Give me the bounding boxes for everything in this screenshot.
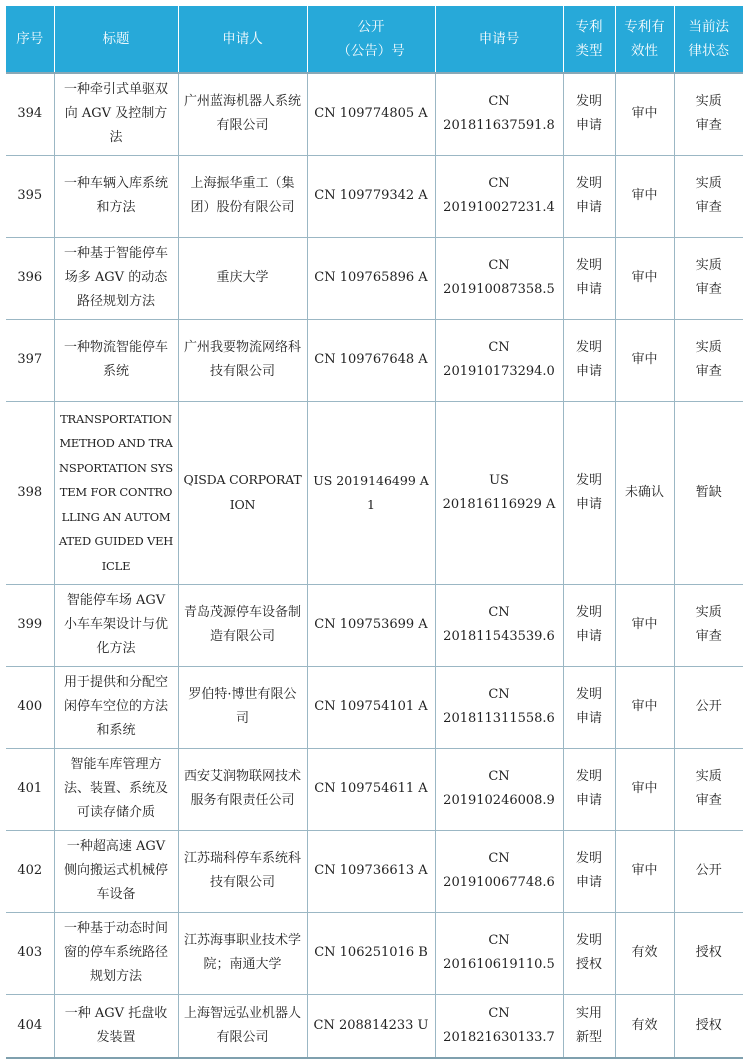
cell-app-no: [435, 319, 563, 401]
app-no-country: US: [489, 472, 509, 488]
header-type: [563, 6, 615, 73]
cell-app-no: [435, 748, 563, 830]
header-status-line2: 律状态: [688, 43, 729, 59]
status-line1: 实质: [695, 94, 722, 110]
cell-title: 一种基于智能停车场多 AGV 的动态路径规划方法: [54, 237, 178, 319]
cell-validity: 审中: [615, 237, 674, 319]
type-line2: 申请: [575, 875, 602, 890]
cell-validity: 审中: [615, 319, 674, 401]
status-line1: 实质: [695, 769, 722, 784]
header-pub-no-line1: 公开: [357, 19, 385, 35]
cell-applicant: 罗伯特·博世有限公司: [178, 666, 307, 748]
type-line1: 发明: [575, 687, 602, 702]
cell-no: 400: [6, 666, 54, 748]
cell-title: TRANSPORTATION METHOD AND TRANSPORTATION SYSTEM FOR CONTROLLING AN AUTOMATED GUIDED VEHICLE: [54, 401, 178, 584]
cell-app-no: [435, 912, 563, 994]
app-no-number: 201610619110.5: [443, 957, 555, 972]
cell-pub-no: CN 208814233 U: [307, 994, 435, 1058]
cell-applicant: 广州蓝海机器人系统有限公司: [178, 73, 307, 155]
status-line1: 公开: [695, 699, 722, 714]
header-type-line2: 类型: [575, 43, 603, 59]
table-row: [6, 830, 743, 912]
cell-pub-no: CN 109765896 A: [307, 237, 435, 319]
cell-no: 401: [6, 748, 54, 830]
type-line2: 授权: [575, 957, 602, 972]
cell-title: 智能车库管理方法、装置、系统及可读存储介质: [54, 748, 178, 830]
table-row: [6, 401, 743, 584]
cell-app-no: [435, 237, 563, 319]
header-no: 序号: [6, 6, 54, 73]
type-line1: 发明: [575, 94, 602, 110]
cell-applicant: 江苏海事职业技术学院；南通大学: [178, 912, 307, 994]
cell-applicant: 青岛茂源停车设备制造有限公司: [178, 584, 307, 666]
table-row: [6, 73, 743, 155]
status-line1: 实质: [695, 340, 722, 355]
type-line1: 发明: [575, 851, 602, 866]
table-row: [6, 912, 743, 994]
type-line1: 发明: [575, 769, 602, 784]
cell-validity: 审中: [615, 73, 674, 155]
cell-no: 404: [6, 994, 54, 1058]
cell-type: [563, 319, 615, 401]
cell-title: 一种物流智能停车系统: [54, 319, 178, 401]
type-line2: 申请: [575, 364, 602, 379]
cell-title: 用于提供和分配空闲停车空位的方法和系统: [54, 666, 178, 748]
header-pub-no: [307, 6, 435, 73]
app-no-number: 201816116929 A: [442, 496, 556, 512]
cell-type: [563, 73, 615, 155]
type-line2: 申请: [575, 629, 602, 644]
type-line1: 实用: [575, 1005, 602, 1021]
header-pub-no-line2: （公告）号: [337, 43, 405, 59]
type-line2: 申请: [575, 711, 602, 726]
app-no-number: 201821630133.7: [443, 1029, 555, 1045]
cell-type: [563, 237, 615, 319]
app-no-number: 201910173294.0: [443, 364, 555, 379]
cell-pub-no: CN 109753699 A: [307, 584, 435, 666]
status-line1: 授权: [695, 945, 722, 960]
cell-validity: 审中: [615, 584, 674, 666]
type-line1: 发明: [575, 258, 602, 273]
cell-status: [674, 584, 743, 666]
cell-status: [674, 666, 743, 748]
cell-type: [563, 748, 615, 830]
type-line2: 申请: [575, 496, 602, 512]
type-line2: 申请: [575, 200, 602, 215]
type-line2: 申请: [575, 282, 602, 297]
cell-app-no: [435, 73, 563, 155]
header-applicant: 申请人: [178, 6, 307, 73]
cell-validity: 有效: [615, 912, 674, 994]
cell-status: [674, 748, 743, 830]
cell-type: [563, 401, 615, 584]
table-body: [6, 73, 743, 1058]
app-no-country: CN: [488, 605, 510, 620]
cell-pub-no: CN 109754611 A: [307, 748, 435, 830]
cell-status: [674, 994, 743, 1058]
app-no-country: CN: [488, 687, 510, 702]
status-line2: 审查: [695, 629, 722, 644]
table-header-row: [6, 6, 743, 73]
cell-status: [674, 73, 743, 155]
table-row: [6, 155, 743, 237]
app-no-number: 201910246008.9: [443, 793, 555, 808]
cell-applicant: 西安艾润物联网技术服务有限责任公司: [178, 748, 307, 830]
patent-table: [6, 6, 743, 1059]
app-no-country: CN: [488, 851, 510, 866]
cell-applicant: 上海振华重工（集团）股份有限公司: [178, 155, 307, 237]
type-line1: 发明: [575, 176, 602, 191]
cell-applicant: 江苏瑞科停车系统科技有限公司: [178, 830, 307, 912]
table-row: [6, 666, 743, 748]
cell-title: 一种牵引式单驱双向 AGV 及控制方法: [54, 73, 178, 155]
header-type-line1: 专利: [575, 19, 603, 35]
app-no-country: CN: [488, 933, 510, 948]
status-line2: 审查: [695, 118, 722, 134]
table-row: [6, 584, 743, 666]
cell-type: [563, 584, 615, 666]
app-no-country: CN: [488, 1005, 510, 1021]
cell-title: 智能停车场 AGV 小车车架设计与优化方法: [54, 584, 178, 666]
cell-no: 403: [6, 912, 54, 994]
app-no-number: 201811311558.6: [443, 711, 555, 726]
cell-status: [674, 319, 743, 401]
cell-no: 399: [6, 584, 54, 666]
header-validity-line1: 专利有: [624, 19, 665, 35]
cell-applicant: 重庆大学: [178, 237, 307, 319]
type-line1: 发明: [575, 472, 602, 488]
app-no-country: CN: [488, 340, 510, 355]
header-title: 标题: [54, 6, 178, 73]
cell-pub-no: CN 109767648 A: [307, 319, 435, 401]
cell-no: 395: [6, 155, 54, 237]
cell-title: 一种超高速 AGV 侧向搬运式机械停车设备: [54, 830, 178, 912]
cell-type: [563, 994, 615, 1058]
app-no-number: 201811543539.6: [443, 629, 555, 644]
cell-app-no: [435, 584, 563, 666]
header-validity-line2: 效性: [631, 43, 658, 59]
cell-no: 402: [6, 830, 54, 912]
status-line1: 公开: [695, 863, 722, 878]
app-no-number: 201910027231.4: [443, 200, 555, 215]
type-line1: 发明: [575, 605, 602, 620]
table-row: [6, 319, 743, 401]
cell-status: [674, 912, 743, 994]
header-app-no: 申请号: [435, 6, 563, 73]
header-validity: [615, 6, 674, 73]
cell-status: [674, 155, 743, 237]
cell-applicant: 广州我要物流网络科技有限公司: [178, 319, 307, 401]
app-no-country: CN: [488, 176, 510, 191]
table-row: [6, 748, 743, 830]
status-line2: 审查: [695, 793, 722, 808]
table-row: [6, 237, 743, 319]
cell-validity: 审中: [615, 748, 674, 830]
app-no-country: CN: [488, 258, 510, 273]
table-row: [6, 994, 743, 1058]
status-line2: 审查: [695, 282, 722, 297]
cell-app-no: [435, 666, 563, 748]
cell-app-no: [435, 830, 563, 912]
app-no-number: 201910067748.6: [443, 875, 555, 890]
cell-status: [674, 237, 743, 319]
status-line1: 暂缺: [695, 484, 722, 500]
type-line1: 发明: [575, 340, 602, 355]
cell-type: [563, 912, 615, 994]
cell-validity: 审中: [615, 155, 674, 237]
cell-no: 398: [6, 401, 54, 584]
status-line1: 实质: [695, 176, 722, 191]
app-no-number: 201811637591.8: [443, 118, 555, 134]
cell-validity: 有效: [615, 994, 674, 1058]
app-no-number: 201910087358.5: [443, 282, 555, 297]
header-status-line1: 当前法: [688, 19, 729, 35]
cell-pub-no: CN 106251016 B: [307, 912, 435, 994]
cell-pub-no: CN 109736613 A: [307, 830, 435, 912]
header-status: [674, 6, 743, 73]
cell-app-no: [435, 401, 563, 584]
cell-app-no: [435, 155, 563, 237]
cell-type: [563, 666, 615, 748]
cell-pub-no: US 2019146499 A1: [307, 401, 435, 584]
cell-app-no: [435, 994, 563, 1058]
cell-title: 一种车辆入库系统和方法: [54, 155, 178, 237]
status-line1: 实质: [695, 258, 722, 273]
cell-no: 397: [6, 319, 54, 401]
type-line2: 申请: [575, 118, 602, 134]
cell-pub-no: CN 109779342 A: [307, 155, 435, 237]
cell-applicant: QISDA CORPORATION: [178, 401, 307, 584]
cell-title: 一种基于动态时间窗的停车系统路径规划方法: [54, 912, 178, 994]
cell-status: [674, 830, 743, 912]
status-line1: 授权: [695, 1017, 722, 1033]
app-no-country: CN: [488, 94, 510, 110]
cell-validity: 未确认: [615, 401, 674, 584]
cell-type: [563, 155, 615, 237]
cell-no: 396: [6, 237, 54, 319]
status-line2: 审查: [695, 200, 722, 215]
cell-validity: 审中: [615, 666, 674, 748]
cell-applicant: 上海智远弘业机器人有限公司: [178, 994, 307, 1058]
cell-type: [563, 830, 615, 912]
status-line2: 审查: [695, 364, 722, 379]
type-line2: 申请: [575, 793, 602, 808]
app-no-country: CN: [488, 769, 510, 784]
type-line1: 发明: [575, 933, 602, 948]
cell-pub-no: CN 109774805 A: [307, 73, 435, 155]
status-line1: 实质: [695, 605, 722, 620]
cell-title: 一种 AGV 托盘收发装置: [54, 994, 178, 1058]
cell-pub-no: CN 109754101 A: [307, 666, 435, 748]
cell-validity: 审中: [615, 830, 674, 912]
type-line2: 新型: [575, 1029, 602, 1045]
cell-no: 394: [6, 73, 54, 155]
cell-status: [674, 401, 743, 584]
